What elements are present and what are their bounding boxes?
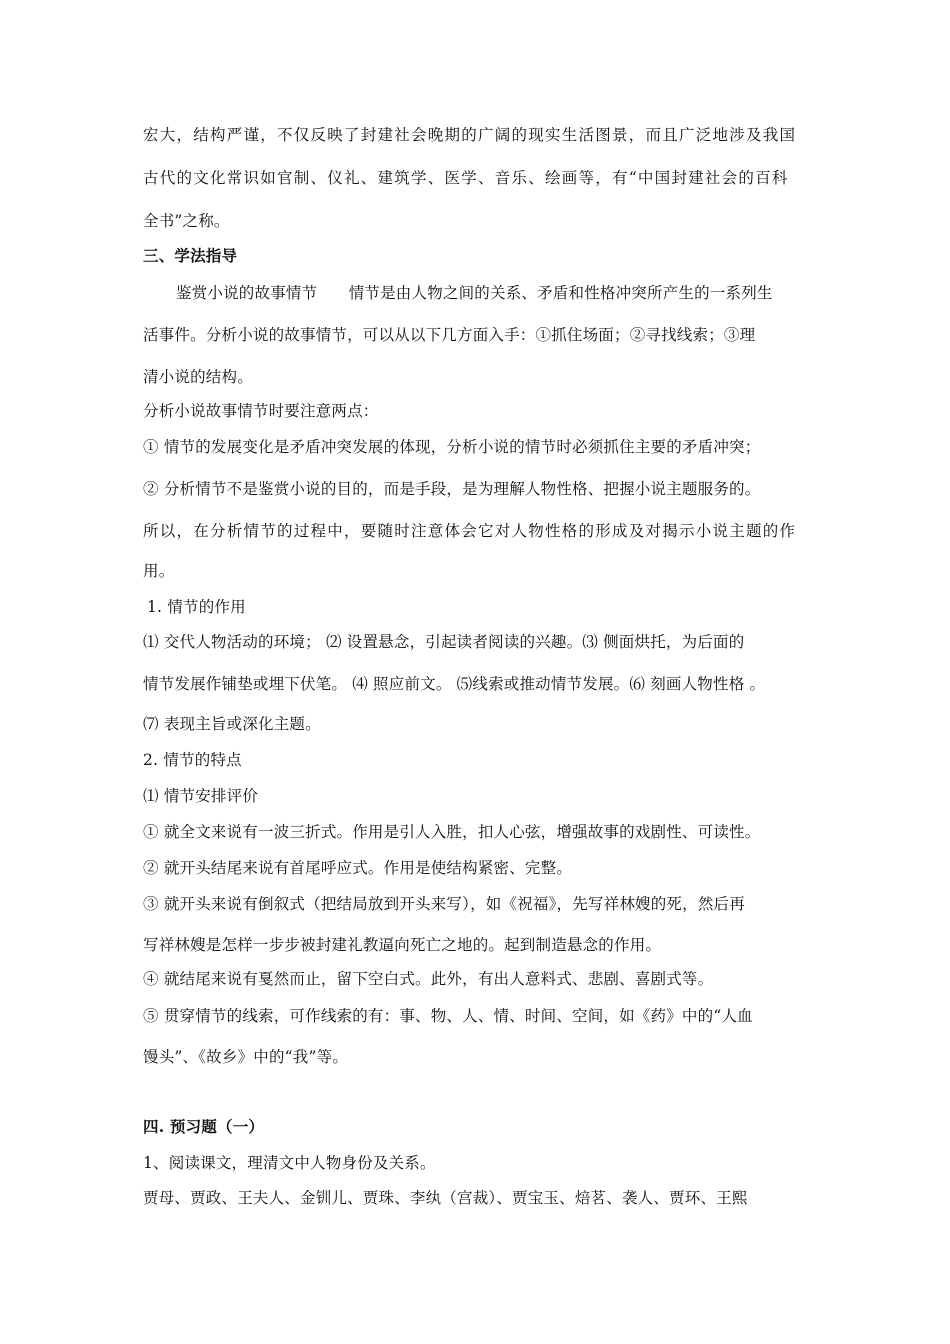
sub-1-line-3: ⑺ 表现主旨或深化主题。 xyxy=(143,715,321,733)
question-1: 1、阅读课文，理清文中人物身份及关系。 xyxy=(143,1154,436,1172)
note-2-line-3: 用。 xyxy=(143,562,175,580)
sub-1-line-1: ⑴ 交代人物活动的环境； ⑵ 设置悬念，引起读者阅读的兴趣。⑶ 侧面烘托，为后面的 xyxy=(143,633,745,651)
item-5-line-2: 馒头”、《故乡》中的“我”等。 xyxy=(143,1048,349,1066)
intro-line-1: 宏大，结构严谨，不仅反映了封建社会晚期的广阔的现实生活图景，而且广泛地涉及我国 xyxy=(143,126,797,144)
item-4: ④ 就结尾来说有戛然而止，留下空白式。此外，有出人意料式、悲剧、喜剧式等。 xyxy=(143,970,714,988)
note-2-line-2: 所以，在分析情节的过程中，要随时注意体会它对人物性格的形成及对揭示小说主题的作 xyxy=(143,522,797,540)
intro-line-2: 古代的文化常识如官制、仪礼、建筑学、医学、音乐、绘画等，有“中国封建社会的百科 xyxy=(143,169,789,187)
sub-1-line-2: 情节发展作铺垫或埋下伏笔。 ⑷ 照应前文。 ⑸线索或推动情节发展。⑹ 刻画人物性格 。 xyxy=(143,675,766,693)
section-4-heading: 四. 预习题（一） xyxy=(143,1117,265,1136)
section-3-p1-line-3: 清小说的结构。 xyxy=(143,368,253,386)
sub-2-title: 2. 情节的特点 xyxy=(143,751,242,769)
question-1-names: 贾母、贾政、王夫人、金钏儿、贾珠、李纨（宫裁）、贾宝玉、焙茗、袭人、贾环、王熙 xyxy=(143,1189,748,1207)
item-1: ① 就全文来说有一波三折式。作用是引人入胜，扣人心弦，增强故事的戏剧性、可读性。 xyxy=(143,823,761,841)
item-5-line-1: ⑤ 贯穿情节的线索，可作线索的有：事、物、人、情、时间、空间，如《药》中的“人血 xyxy=(143,1007,753,1025)
note-2-line-1: ② 分析情节不是鉴赏小说的目的，而是手段，是为理解人物性格、把握小说主题服务的。 xyxy=(143,480,761,498)
section-3-p1-line-1: 鉴赏小说的故事情节 情节是由人物之间的关系、矛盾和性格冲突所产生的一系列生 xyxy=(176,284,773,302)
section-3-p1-line-2: 活事件。分析小说的故事情节，可以从以下几方面入手：①抓住场面；②寻找线索；③理 xyxy=(143,326,756,344)
note-1: ① 情节的发展变化是矛盾冲突发展的体现，分析小说的情节时必须抓住主要的矛盾冲突； xyxy=(143,438,761,456)
item-3-line-1: ③ 就开头来说有倒叙式（把结局放到开头来写），如《祝福》，先写祥林嫂的死，然后再 xyxy=(143,895,745,913)
section-3-heading: 三、学法指导 xyxy=(143,246,238,265)
sub-2-intro: ⑴ 情节安排评价 xyxy=(143,787,259,805)
sub-1-title: 1. 情节的作用 xyxy=(147,598,246,616)
item-2: ② 就开头结尾来说有首尾呼应式。作用是使结构紧密、完整。 xyxy=(143,859,573,877)
intro-line-3: 全书”之称。 xyxy=(143,212,230,230)
notes-intro: 分析小说故事情节时要注意两点： xyxy=(143,402,379,420)
item-3-line-2: 写祥林嫂是怎样一步步被封建礼教逼向死亡之地的。起到制造悬念的作用。 xyxy=(143,936,662,954)
